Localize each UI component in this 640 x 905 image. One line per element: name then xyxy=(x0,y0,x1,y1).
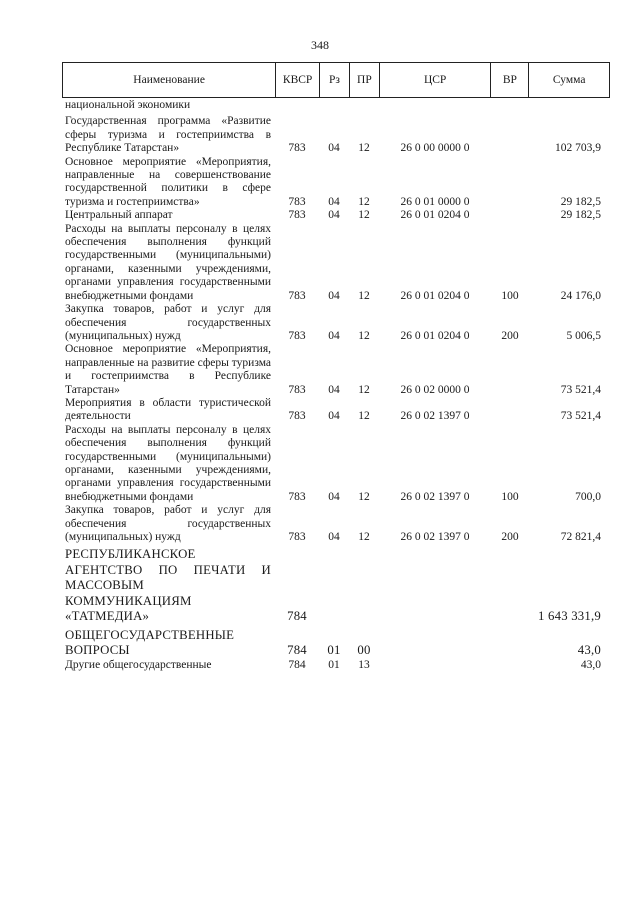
cell-csr: 26 0 02 0000 0 xyxy=(400,383,470,396)
cell-sum: 700,0 xyxy=(575,490,601,503)
cell-kvsr: 783 xyxy=(288,142,306,155)
cell-rz: 04 xyxy=(328,329,340,342)
cell-rz: 04 xyxy=(328,383,340,396)
header-vr: ВР xyxy=(490,63,528,97)
cell-name: Центральный аппарат xyxy=(65,209,173,222)
cell-sum: 72 821,4 xyxy=(560,531,601,543)
cell-name: Закупка товаров, работ и услуг для обеспечения государственных (муниципальных) нужд xyxy=(65,504,271,543)
cell-vr: 200 xyxy=(501,531,519,543)
cell-name: Основное мероприятие «Мероприятия, направленные на совершенствование государственной политики в сфере туризма и гостеприимства» xyxy=(65,155,271,208)
cell-sum: 43,0 xyxy=(577,643,601,658)
cell-rz: 04 xyxy=(328,209,340,222)
cell-kvsr: 784 xyxy=(288,658,306,671)
table-row xyxy=(62,303,610,343)
cell-name: Закупка товаров, работ и услуг для обеспечения государственных (муниципальных) нужд xyxy=(65,303,271,342)
table-body xyxy=(62,99,610,672)
header-kvsr: КВСР xyxy=(275,63,319,97)
cell-pr: 00 xyxy=(357,643,371,658)
table-row xyxy=(62,115,610,155)
cell-pr: 12 xyxy=(358,410,370,423)
cell-csr: 26 0 01 0204 0 xyxy=(400,289,470,302)
cell-kvsr: 784 xyxy=(287,643,307,658)
cell-rz: 04 xyxy=(328,531,340,543)
header-name: Наименование xyxy=(133,74,205,86)
table-row xyxy=(62,209,610,222)
cell-rz: 04 xyxy=(328,195,340,208)
cell-kvsr: 783 xyxy=(288,531,306,543)
cell-csr: 26 0 01 0204 0 xyxy=(400,209,470,222)
cell-pr: 12 xyxy=(358,195,370,208)
page-number: 348 xyxy=(311,38,329,52)
table-row xyxy=(62,397,610,424)
header-sum: Сумма xyxy=(528,63,609,97)
cell-pr: 12 xyxy=(358,209,370,222)
cell-kvsr: 784 xyxy=(287,609,307,624)
cell-rz: 04 xyxy=(328,490,340,503)
cell-name: Расходы на выплаты персоналу в целях обеспечения выполнения функций государственными (муниципальными) органами, казенными учреждениями, органами управления государственными внебюджетными фондами xyxy=(65,222,271,302)
cell-csr: 26 0 02 1397 0 xyxy=(400,410,470,423)
cell-sum: 73 521,4 xyxy=(560,410,601,423)
header-csr: ЦСР xyxy=(379,63,491,97)
table-row xyxy=(62,659,610,672)
cell-rz: 01 xyxy=(327,643,341,658)
cell-pr: 12 xyxy=(358,531,370,543)
table-row xyxy=(62,547,610,625)
cell-sum: 5 006,5 xyxy=(566,329,601,342)
cell-vr: 200 xyxy=(501,329,519,342)
cell-sum: 73 521,4 xyxy=(560,383,601,396)
table-row xyxy=(62,504,610,544)
cell-name: ОБЩЕГОСУДАРСТВЕННЫЕ ВОПРОСЫ xyxy=(65,627,235,658)
cell-csr: 26 0 01 0000 0 xyxy=(400,195,470,208)
cell-sum: 29 182,5 xyxy=(560,209,601,222)
cell-pr: 13 xyxy=(358,658,370,671)
cell-name: РЕСПУБЛИКАНСКОЕ АГЕНТСТВО ПО ПЕЧАТИ И МАССОВЫМ КОММУНИКАЦИЯМ «ТАТМЕДИА» xyxy=(65,547,271,624)
table-row xyxy=(62,628,610,659)
table-header xyxy=(62,62,610,98)
cell-sum: 24 176,0 xyxy=(560,289,601,302)
table-row xyxy=(62,156,610,210)
header-rz: Рз xyxy=(319,63,349,97)
cell-rz: 04 xyxy=(328,289,340,302)
table-row xyxy=(62,424,610,504)
cell-pr: 12 xyxy=(358,289,370,302)
cell-vr: 100 xyxy=(501,289,519,302)
table-row xyxy=(62,99,610,112)
cell-name: Государственная программа «Развитие сферы туризма и гостеприимства в Республике Татарстан» xyxy=(65,115,271,155)
cell-csr: 26 0 02 1397 0 xyxy=(400,490,470,503)
cell-name: Расходы на выплаты персоналу в целях обеспечения выполнения функций государственными (муниципальными) органами, казенными учреждениями, органами управления государственными внебюджетными фондами xyxy=(65,423,271,503)
cell-rz: 04 xyxy=(328,142,340,155)
cell-kvsr: 783 xyxy=(288,289,306,302)
cell-pr: 12 xyxy=(358,383,370,396)
cell-name: Мероприятия в области туристической деятельности xyxy=(65,396,271,423)
cell-rz: 04 xyxy=(328,410,340,423)
cell-sum: 1 643 331,9 xyxy=(538,609,601,624)
table-row xyxy=(62,343,610,397)
cell-csr: 26 0 01 0204 0 xyxy=(400,329,470,342)
cell-pr: 12 xyxy=(358,142,370,155)
cell-kvsr: 783 xyxy=(288,490,306,503)
table-row xyxy=(62,223,610,303)
cell-csr: 26 0 02 1397 0 xyxy=(400,531,470,543)
cell-name: национальной экономики xyxy=(65,99,191,111)
cell-kvsr: 783 xyxy=(288,383,306,396)
cell-kvsr: 783 xyxy=(288,410,306,423)
cell-pr: 12 xyxy=(358,490,370,503)
cell-kvsr: 783 xyxy=(288,329,306,342)
cell-name: Другие общегосударственные xyxy=(65,658,212,671)
cell-vr: 100 xyxy=(501,490,519,503)
cell-kvsr: 783 xyxy=(288,209,306,222)
cell-sum: 102 703,9 xyxy=(555,142,601,155)
cell-name: Основное мероприятие «Мероприятия, направленные на развитие сферы туризма и гостеприимства в Республике Татарстан» xyxy=(65,343,271,396)
cell-sum: 29 182,5 xyxy=(560,195,601,208)
cell-kvsr: 783 xyxy=(288,195,306,208)
cell-sum: 43,0 xyxy=(580,658,601,671)
header-pr: ПР xyxy=(349,63,379,97)
cell-pr: 12 xyxy=(358,329,370,342)
cell-rz: 01 xyxy=(328,658,340,671)
cell-csr: 26 0 00 0000 0 xyxy=(400,142,470,155)
